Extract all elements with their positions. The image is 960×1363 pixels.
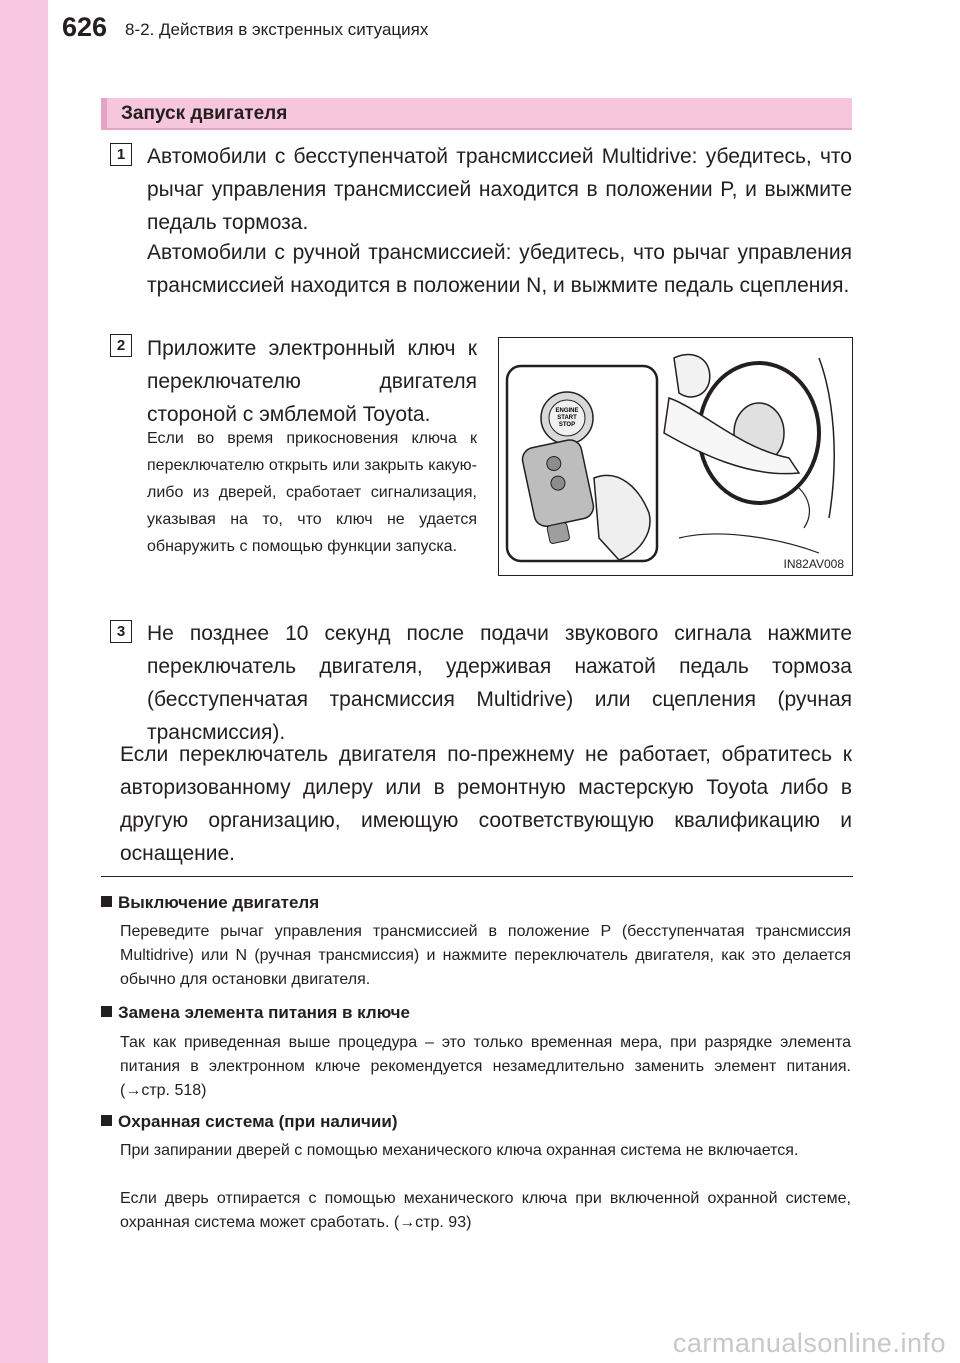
note-title-alarm bbox=[101, 1112, 398, 1132]
step-number-3: 3 bbox=[110, 620, 132, 643]
note-title-engine-off bbox=[101, 893, 319, 913]
step-number-2: 2 bbox=[110, 334, 132, 357]
step-3-paragraph-1: Не позднее 10 секунд после подачи звукового сигнала нажмите переключатель двигателя, удерживая нажатой педаль тормоза (бесступенчатая трансмиссия Multidrive) или сцепления (ручная трансмиссия). bbox=[147, 622, 852, 744]
engine-button-label-1: ENGINE bbox=[555, 408, 579, 414]
note-body-battery: Так как приведенная выше процедура – это только временная мера, при разрядке элемента питания в электронном ключе рекомендуется незамедлительно заменить элемент питания. (→стр. 518) bbox=[120, 1034, 851, 1099]
driver-head-icon bbox=[674, 354, 710, 396]
square-bullet-icon bbox=[101, 1115, 112, 1126]
step-1-paragraph-1: Автомобили с бесступенчатой трансмиссией Multidrive: убедитесь, что рычаг управления трансмиссией находится в положении P, и выжмите педаль тормоза. bbox=[147, 145, 852, 234]
key-to-switch-illustration bbox=[498, 337, 853, 576]
note-title-text: Замена элемента питания в ключе bbox=[118, 1003, 410, 1022]
note-body-engine-off: Переведите рычаг управления трансмиссией в положение P (бесступенчатая трансмиссия Multidrive) или N (ручная трансмиссия) и нажмите переключатель двигателя, как это делается обычно для остановки двигателя. bbox=[120, 923, 851, 988]
step-3-paragraph-2: Если переключатель двигателя по-прежнему не работает, обратитесь к авторизованному дилеру или в ремонтную мастерскую Toyota либо в другую организацию, имеющую соответствующую квалификацию и оснащение. bbox=[120, 743, 852, 865]
note-body-alarm-1: При запирании дверей с помощью механического ключа охранная система не включается. bbox=[120, 1142, 799, 1159]
section-header bbox=[101, 98, 852, 130]
step-number-1: 1 bbox=[110, 143, 132, 166]
note-title-battery bbox=[101, 1003, 410, 1023]
dashboard-line bbox=[819, 358, 834, 518]
step-1-paragraph-2: Автомобили с ручной трансмиссией: убедитесь, что рычаг управления трансмиссией находится в положении N, и выжмите педаль сцепления. bbox=[147, 241, 852, 297]
console-line bbox=[679, 534, 819, 553]
side-color-band bbox=[0, 0, 48, 1363]
note-body-alarm-2: Если дверь отпирается с помощью механического ключа при включенной охранной системе, охранная система может сработать. (→стр. 93) bbox=[120, 1190, 851, 1231]
engine-button-label-3: STOP bbox=[558, 422, 576, 428]
figure-code: IN82AV008 bbox=[783, 557, 844, 571]
step-2-paragraph-1: Приложите электронный ключ к переключателю двигателя стороной с эмблемой Toyota. bbox=[147, 337, 477, 426]
note-title-text: Охранная система (при наличии) bbox=[118, 1112, 398, 1131]
square-bullet-icon bbox=[101, 896, 112, 907]
engine-button-label-2: START bbox=[557, 415, 577, 421]
watermark: carmanualsonline.info bbox=[672, 1328, 946, 1358]
page-number: 626 bbox=[62, 12, 108, 42]
shift-lever-line bbox=[799, 488, 809, 528]
square-bullet-icon bbox=[101, 1006, 112, 1017]
step-2-note: Если во время прикосновения ключа к переключателю открыть или закрыть какую-либо из дверей, сработает сигнализация, указывая на то, что ключ не удается обнаружить с помощью функции запуска. bbox=[147, 430, 477, 555]
note-title-text: Выключение двигателя bbox=[118, 893, 320, 912]
section-divider bbox=[101, 876, 853, 877]
driver-illustration-svg bbox=[499, 338, 851, 574]
section-title: Запуск двигателя bbox=[121, 103, 288, 124]
chapter-title: 8-2. Действия в экстренных ситуациях bbox=[125, 20, 429, 39]
